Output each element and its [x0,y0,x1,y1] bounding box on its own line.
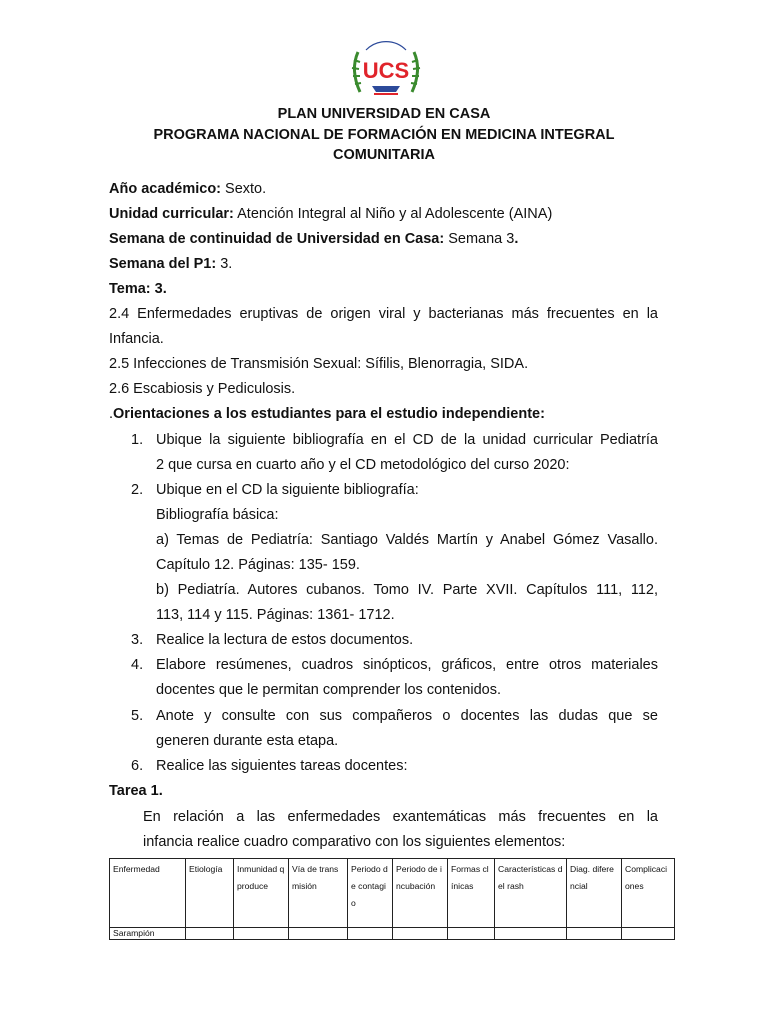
table-header-row [110,859,675,928]
ucs-logo [336,40,436,102]
semana-label: Semana de continuidad de Universidad en Casa: [109,231,445,247]
table-cell [567,928,622,940]
item-4-line2: docentes que le permitan comprender los contenidos. [156,682,501,698]
ano-label: Año académico: [109,181,221,197]
tema-label: Tema: 3. [109,281,167,297]
item-6-line1: Realice las siguientes tareas docentes: [156,758,408,774]
p1-value: 3. [220,256,233,272]
biblio-a-line2: Capítulo 12. Páginas: 135- 159. [156,557,360,573]
logo-text: UCS [362,58,410,83]
th-diag-diferencial: Diag. diferencial [567,859,622,928]
table-row [110,928,675,940]
orientaciones-prefix: . [109,406,114,422]
semana-dot: . [514,231,519,247]
document-headings [0,104,768,166]
field-p1 [109,255,232,273]
table-cell [186,928,234,940]
topic-2-4-line2: Infancia. [109,331,164,347]
field-semana [109,230,518,248]
p1-label: Semana del P1: [109,256,217,272]
biblio-a-line1: a) Temas de Pediatría: Santiago Valdés Martín y Anabel Gómez Vasallo. [156,532,658,548]
item-5-line1: Anote y consulte con sus compañeros o docentes las dudas que se [156,708,658,724]
item-3-num: 3. [131,632,144,648]
unidad-value: Atención Integral al Niño y al Adolescente (AINA) [237,206,553,222]
topic-2-6: 2.6 Escabiosis y Pediculosis. [109,381,296,397]
th-enfermedad: Enfermedad [110,859,186,928]
title-programa: PROGRAMA NACIONAL DE FORMACIÓN EN MEDICINA INTEGRAL [153,126,615,143]
semana-value: Semana 3 [448,231,515,247]
table-cell [448,928,495,940]
table-cell [234,928,289,940]
tarea-title: Tarea 1. [109,783,163,799]
item-4-line1: Elabore resúmenes, cuadros sinópticos, gráficos, entre otros materiales [156,657,658,673]
item-1-line2: 2 que cursa en cuarto año y el CD metodológico del curso 2020: [156,457,570,473]
orientaciones-heading-text: Orientaciones a los estudiantes para el estudio independiente: [113,406,545,422]
table-cell: Sarampión [110,928,186,940]
field-ano [109,180,266,198]
unidad-label: Unidad curricular: [109,206,234,222]
topic-2-5: 2.5 Infecciones de Transmisión Sexual: Sífilis, Blenorragia, SIDA. [109,356,529,372]
biblio-b-line1: b) Pediatría. Autores cubanos. Tomo IV. Parte XVII. Capítulos 111, 112, [156,582,658,598]
th-complicaciones: Complicaciones [622,859,675,928]
th-etiologia: Etiología [186,859,234,928]
item-2-num: 2. [131,482,144,498]
table-cell [393,928,448,940]
tarea-line2: infancia realice cuadro comparativo con los siguientes elementos: [143,834,566,850]
table-cell [289,928,348,940]
orientaciones-heading [109,405,545,423]
th-caracteristicas-rash: Características del rash [495,859,567,928]
item-2-line1: Ubique en el CD la siguiente bibliografía: [156,482,419,498]
tarea-line1: En relación a las enfermedades exantemáticas más frecuentes en la [143,809,658,825]
title-plan: PLAN UNIVERSIDAD EN CASA [277,106,491,122]
table-cell [495,928,567,940]
item-3-line1: Realice la lectura de estos documentos. [156,632,414,648]
th-formas-clinicas: Formas clínicas [448,859,495,928]
item-6-num: 6. [131,758,144,774]
item-5-line2: generen durante esta etapa. [156,733,339,749]
item-1-line1: Ubique la siguiente bibliografía en el CD de la unidad curricular Pediatría [156,432,658,448]
th-via-transmision: Vía de transmisión [289,859,348,928]
title-comunitaria: COMUNITARIA [332,147,436,163]
item-1-num: 1. [131,432,144,448]
field-unidad [109,205,552,223]
table-cell [348,928,393,940]
table-cell [622,928,675,940]
biblio-label: Bibliografía básica: [156,507,279,523]
th-periodo-incubacion: Periodo de incubación [393,859,448,928]
ano-value: Sexto. [225,181,267,197]
th-periodo-contagio: Periodo de contagio [348,859,393,928]
item-4-num: 4. [131,657,144,673]
biblio-b-line2: 113, 114 y 115. Páginas: 1361- 1712. [156,607,395,623]
item-5-num: 5. [131,708,144,724]
topic-2-4-line1: 2.4 Enfermedades eruptivas de origen viral y bacterianas más frecuentes en la [109,306,658,322]
th-inmunidad: Inmunidad q produce [234,859,289,928]
comparison-table [109,858,675,940]
